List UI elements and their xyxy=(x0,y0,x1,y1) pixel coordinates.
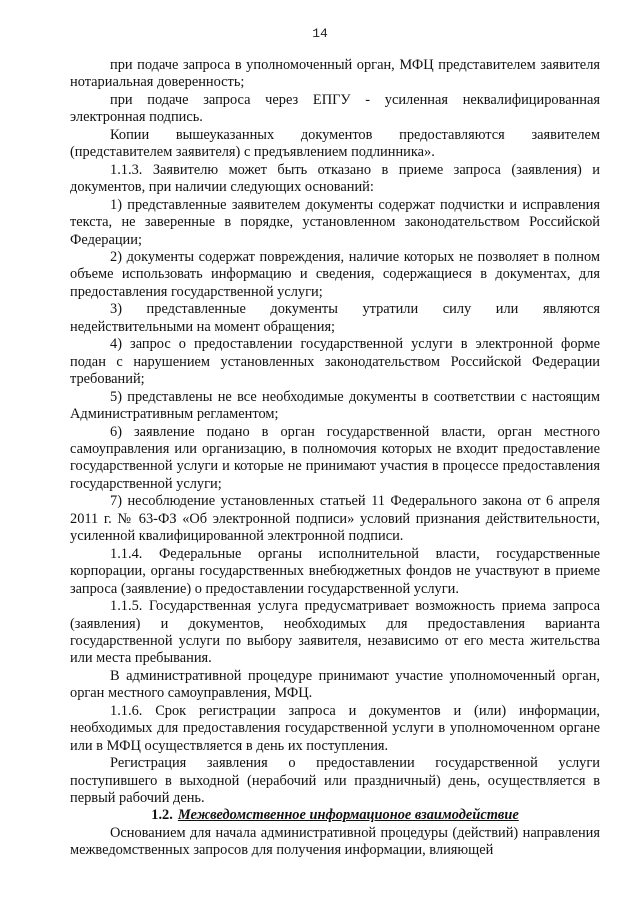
paragraph: 1.1.3. Заявителю может быть отказано в приеме запроса (заявления) и документов, при наличии следующих оснований: xyxy=(70,161,600,196)
paragraph: 1.1.4. Федеральные органы исполнительной власти, государственные корпорации, органы государственных внебюджетных фондов не участвуют в приеме запроса (заявление) о предоставлении государственной услуги. xyxy=(70,545,600,597)
section-heading xyxy=(70,807,600,824)
paragraph: 1.1.6. Срок регистрации запроса и документов и (или) информации, необходимых для предоставления государственной услуги в уполномоченном органе или в МФЦ осуществляется в день их поступления. xyxy=(70,702,600,754)
list-item: 2) документы содержат повреждения, наличие которых не позволяет в полном объеме использовать информацию и сведения, содержащиеся в документах, для предоставления государственной услуги; xyxy=(70,248,600,300)
paragraph: Регистрация заявления о предоставлении государственной услуги поступившего в выходной (нерабочий или праздничный) день, осуществляется в первый рабочий день. xyxy=(70,755,600,807)
paragraph: 1.1.5. Государственная услуга предусматривает возможность приема запроса (заявления) и документов, необходимых для предоставления варианта государственной услуги по выбору заявителя, независимо от его места жительства или места пребывания. xyxy=(70,598,600,667)
list-item: 7) несоблюдение установленных статьей 11 Федерального закона от 6 апреля 2011 г. № 63-ФЗ «Об электронной подписи» условий признания действительности, усиленной квалифицированной электронной подписи. xyxy=(70,493,600,545)
paragraph: Основанием для начала административной процедуры (действий) направления межведомственных запросов для получения информации, влияющей xyxy=(70,824,600,859)
section-number: 1.2. xyxy=(151,807,173,824)
paragraph: при подаче запроса через ЕПГУ - усиленная неквалифицированная электронная подпись. xyxy=(70,91,600,126)
list-item: 1) представленные заявителем документы содержат подчистки и исправления текста, не заверенные в порядке, установленном законодательством Российской Федерации; xyxy=(70,196,600,248)
list-item: 5) представлены не все необходимые документы в соответствии с настоящим Административным регламентом; xyxy=(70,388,600,423)
document-body xyxy=(70,57,600,860)
list-item: 6) заявление подано в орган государственной власти, орган местного самоуправления или организацию, в полномочия которых не входит предоставление государственной услуги и которые не принимают участия в процессе предоставления государственной услуги; xyxy=(70,423,600,492)
paragraph: В административной процедуре принимают участие уполномоченный орган, орган местного самоуправления, МФЦ. xyxy=(70,667,600,702)
list-item: 4) запрос о предоставлении государственной услуги в электронной форме подан с нарушением установленных законодательством Российской Федерации требований; xyxy=(70,336,600,388)
paragraph: при подаче запроса в уполномоченный орган, МФЦ представителем заявителя нотариальная доверенность; xyxy=(70,57,600,91)
paragraph: Копии вышеуказанных документов предоставляются заявителем (представителем заявителя) с предъявлением подлинника». xyxy=(70,126,600,161)
page-number: 14 xyxy=(312,26,328,41)
list-item: 3) представленные документы утратили силу или являются недействительными на момент обращения; xyxy=(70,301,600,335)
section-title: Межведомственное информационое взаимодействие xyxy=(177,807,519,824)
